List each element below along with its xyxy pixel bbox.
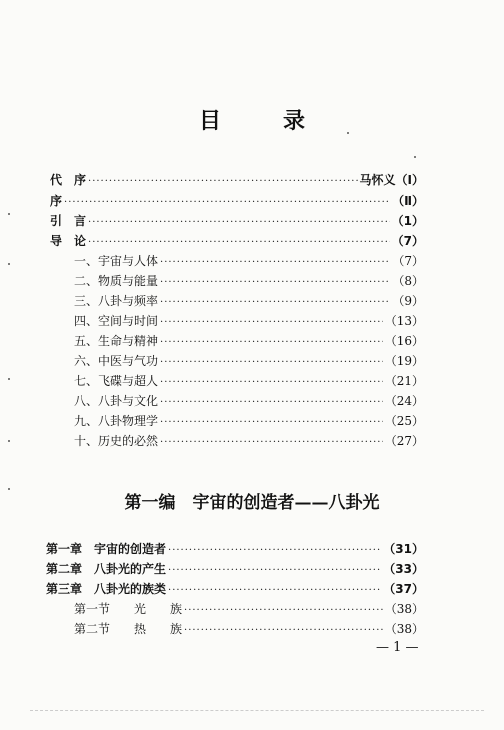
toc-entry-label: 一、宇宙与人体 bbox=[74, 254, 159, 268]
dot-leader bbox=[160, 335, 383, 351]
dot-leader bbox=[160, 295, 390, 311]
toc-entry-intro-7[interactable] bbox=[74, 373, 424, 391]
toc-entry-label: 第二节 热 族 bbox=[74, 622, 183, 636]
toc-entry-label: 三、八卦与频率 bbox=[74, 294, 159, 308]
toc-entry-section-1[interactable] bbox=[74, 601, 424, 619]
toc-entry-page: （13） bbox=[384, 314, 424, 328]
toc-entry-page: （16） bbox=[384, 334, 424, 348]
toc-entry-page: （25） bbox=[384, 414, 424, 428]
toc-entry-page: 马怀义（Ⅰ） bbox=[359, 173, 424, 187]
toc-entry-chapter-1[interactable] bbox=[46, 541, 424, 559]
toc-entry-intro-3[interactable] bbox=[74, 293, 424, 311]
dot-leader bbox=[168, 563, 381, 579]
toc-entry-label: 序 bbox=[50, 194, 63, 208]
toc-entry-page: （8） bbox=[392, 274, 424, 288]
dot-leader bbox=[184, 623, 383, 639]
dot-leader bbox=[160, 375, 383, 391]
toc-entry-label: 第三章 八卦光的族类 bbox=[46, 582, 167, 596]
part-heading: 第一编 宇宙的创造者——八卦光 bbox=[124, 493, 380, 513]
toc-entry-label: 九、八卦物理学 bbox=[74, 414, 159, 428]
toc-entry-page: （7） bbox=[391, 234, 424, 248]
toc-entry-intro-10[interactable] bbox=[74, 433, 424, 451]
dot-leader bbox=[160, 255, 390, 271]
toc-entry-page: （38） bbox=[384, 622, 424, 636]
toc-entry-page: （38） bbox=[384, 602, 424, 616]
dot-leader bbox=[88, 235, 390, 251]
toc-entry-intro-2[interactable] bbox=[74, 273, 424, 291]
toc-entry-label: 八、八卦与文化 bbox=[74, 394, 159, 408]
toc-entry-intro-9[interactable] bbox=[74, 413, 424, 431]
toc-entry-chapter-2[interactable] bbox=[46, 561, 424, 579]
toc-entry-label: 六、中医与气功 bbox=[74, 354, 159, 368]
toc-entry-label: 七、飞碟与超人 bbox=[74, 374, 159, 388]
toc-entry-label: 五、生命与精神 bbox=[74, 334, 159, 348]
dot-leader bbox=[160, 315, 383, 331]
toc-entry-page: （33） bbox=[383, 562, 424, 576]
toc-entry-page: （24） bbox=[384, 394, 424, 408]
toc-entry-page: （31） bbox=[383, 542, 424, 556]
dot-leader bbox=[160, 415, 383, 431]
toc-entry-label: 代 序 bbox=[50, 173, 87, 187]
toc-entry-label: 二、物质与能量 bbox=[74, 274, 159, 288]
toc-entry-preface[interactable] bbox=[50, 193, 424, 211]
dot-leader bbox=[168, 583, 381, 599]
toc-entry-page: （37） bbox=[383, 582, 424, 596]
toc-entry-foreword[interactable] bbox=[50, 213, 424, 231]
scan-speck bbox=[414, 156, 416, 158]
dot-leader bbox=[168, 543, 381, 559]
toc-entry-intro-6[interactable] bbox=[74, 353, 424, 371]
toc-entry-intro-1[interactable] bbox=[74, 253, 424, 271]
dot-leader bbox=[160, 355, 383, 371]
dot-leader bbox=[160, 275, 390, 291]
toc-entry-introduction[interactable] bbox=[50, 233, 424, 251]
scan-speck bbox=[8, 440, 10, 442]
toc-entry-label: 第一章 宇宙的创造者 bbox=[46, 542, 167, 556]
toc-entry-page: （1） bbox=[391, 214, 424, 228]
toc-entry-intro-8[interactable] bbox=[74, 393, 424, 411]
toc-entry-page: （27） bbox=[384, 434, 424, 448]
scan-speck bbox=[347, 132, 349, 134]
dot-leader bbox=[160, 435, 383, 451]
dot-leader bbox=[88, 215, 390, 231]
toc-entry-preface-by-other[interactable] bbox=[50, 172, 424, 190]
scan-speck bbox=[8, 213, 10, 215]
toc-entry-page: （Ⅱ） bbox=[392, 194, 424, 208]
toc-entry-label: 十、历史的必然 bbox=[74, 434, 159, 448]
scan-speck bbox=[8, 378, 10, 380]
scan-edge-line bbox=[30, 710, 484, 711]
dot-leader bbox=[160, 395, 383, 411]
scan-speck bbox=[8, 263, 10, 265]
toc-entry-intro-4[interactable] bbox=[74, 313, 424, 331]
page-title: 目 录 bbox=[198, 109, 325, 134]
toc-entry-label: 引 言 bbox=[50, 214, 87, 228]
toc-entry-intro-5[interactable] bbox=[74, 333, 424, 351]
dot-leader bbox=[64, 195, 390, 211]
toc-entry-label: 第一节 光 族 bbox=[74, 602, 183, 616]
toc-entry-label: 导 论 bbox=[50, 234, 87, 248]
dot-leader bbox=[88, 174, 358, 190]
scan-speck bbox=[8, 488, 10, 490]
toc-entry-section-2[interactable] bbox=[74, 621, 424, 639]
toc-entry-page: （9） bbox=[392, 294, 424, 308]
toc-entry-page: （19） bbox=[384, 354, 424, 368]
toc-entry-label: 第二章 八卦光的产生 bbox=[46, 562, 167, 576]
toc-entry-label: 四、空间与时间 bbox=[74, 314, 159, 328]
page-number: — 1 — bbox=[376, 640, 419, 655]
toc-entry-chapter-3[interactable] bbox=[46, 581, 424, 599]
toc-entry-page: （21） bbox=[384, 374, 424, 388]
toc-entry-page: （7） bbox=[392, 254, 424, 268]
dot-leader bbox=[184, 603, 383, 619]
